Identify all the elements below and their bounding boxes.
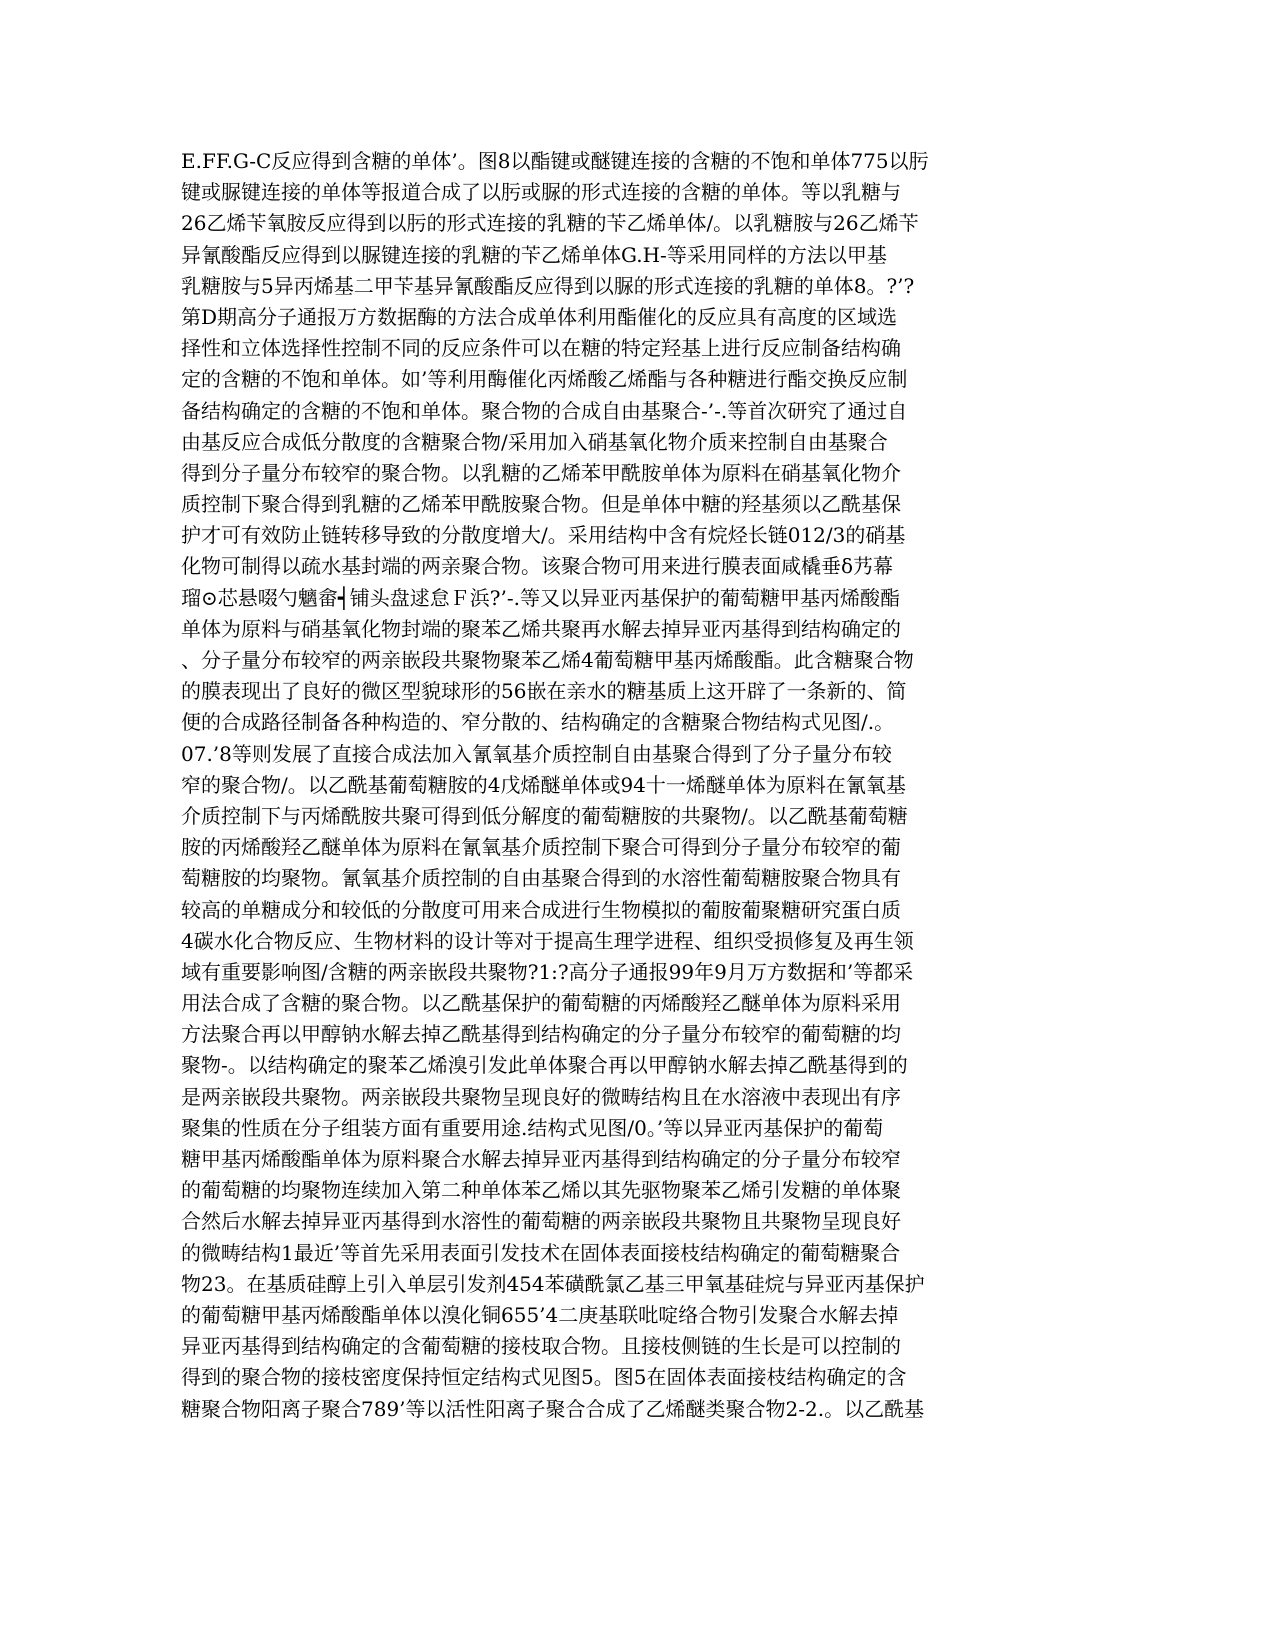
text-line: 、分子量分布较窄的两亲嵌段共聚物聚苯乙烯4葡萄糖甲基丙烯酸酯。此含糖聚合物: [181, 648, 914, 672]
text-line: 4碳水化合物反应、生物材料的设计等对于提高生理学进程、组织受损修复及再生领: [181, 928, 914, 953]
text-line: 26乙烯苄氧胺反应得到以肟的形式连接的乳糖的苄乙烯单体/。以乳糖胺与26乙烯苄: [181, 211, 919, 236]
text-line: 胺的丙烯酸羟乙醚单体为原料在氰氧基介质控制下聚合可得到分子量分布较窄的葡: [181, 835, 901, 860]
text-line: 的葡萄糖的均聚物连续加入第二种单体苯乙烯以其先驱物聚苯乙烯引发糖的单体聚: [181, 1178, 901, 1203]
text-line: 便的合成路径制备各种构造的、窄分散的、结构确定的含糖聚合物结构式见图/.。: [181, 710, 895, 735]
text-line: 乳糖胺与5异丙烯基二甲苄基异氰酸酯反应得到以脲的形式连接的乳糖的单体8。?’?: [181, 273, 915, 298]
text-line: 方法聚合再以甲醇钠水解去掉乙酰基得到结构确定的分子量分布较窄的葡萄糖的均: [181, 1022, 901, 1047]
text-line: E.FF.G-C反应得到含糖的单体’。图8以酯键或醚键连接的含糖的不饱和单体775以肟: [181, 149, 929, 173]
text-line: 第D期高分子通报万方数据酶的方法合成单体利用酯催化的反应具有高度的区域选: [181, 304, 898, 329]
text-line: 护才可有效防止链转移导致的分散度增大/。采用结构中含有烷烃长链012/3的硝基: [181, 523, 906, 548]
text-line: 是两亲嵌段共聚物。两亲嵌段共聚物呈现良好的微畴结构且在水溶液中表现出有序: [181, 1084, 901, 1109]
text-line: 聚集的性质在分子组装方面有重要用途.结构式见图/0。’等以异亚丙基保护的葡萄: [181, 1115, 884, 1140]
text-line: 键或脲键连接的单体等报道合成了以肟或脲的形式连接的含糖的单体。等以乳糖与: [181, 180, 901, 205]
text-line: 由基反应合成低分散度的含糖聚合物/采用加入硝基氧化物介质来控制自由基聚合: [181, 429, 888, 454]
text-line: 窄的聚合物/。以乙酰基葡萄糖胺的4戊烯醚单体或94十一烯醚单体为原料在氰氧基: [181, 772, 906, 797]
text-line: 聚物-。以结构确定的聚苯乙烯溴引发此单体聚合再以甲醇钠水解去掉乙酰基得到的: [181, 1053, 908, 1078]
text-line: 异氰酸酯反应得到以脲键连接的乳糖的苄乙烯单体G.H-等采用同样的方法以甲基: [181, 242, 887, 267]
text-line: 质控制下聚合得到乳糖的乙烯苯甲酰胺聚合物。但是单体中糖的羟基须以乙酰基保: [181, 492, 901, 517]
text-line: 介质控制下与丙烯酰胺共聚可得到低分解度的葡萄糖胺的共聚物/。以乙酰基葡萄糖: [181, 803, 908, 828]
text-line: 备结构确定的含糖的不饱和单体。聚合物的合成自由基聚合-’-.等首次研究了通过自: [181, 398, 908, 423]
text-line: 糖甲基丙烯酸酯单体为原料聚合水解去掉异亚丙基得到结构确定的分子量分布较窄: [181, 1147, 901, 1171]
text-line: 萄糖胺的均聚物。氰氧基介质控制的自由基聚合得到的水溶性葡萄糖胺聚合物具有: [181, 866, 901, 891]
text-line: 物23。在基质硅醇上引入单层引发剂454苯磺酰氯乙基三甲氧基硅烷与异亚丙基保护: [181, 1271, 925, 1296]
text-line: 07.’8等则发展了直接合成法加入氰氧基介质控制自由基聚合得到了分子量分布较: [181, 741, 892, 766]
text-line: 的微畴结构1最近’等首先采用表面引发技术在固体表面接枝结构确定的葡萄糖聚合: [181, 1240, 901, 1265]
text-line: 化物可制得以疏水基封端的两亲聚合物。该聚合物可用来进行膜表面咸橇垂δ艿幕: [181, 554, 894, 579]
text-line: 的葡萄糖甲基丙烯酸酯单体以溴化铜655’4二庚基联吡啶络合物引发聚合水解去掉: [181, 1302, 899, 1327]
body-text: [181, 146, 1093, 1425]
text-line: 择性和立体选择性控制不同的反应条件可以在糖的特定羟基上进行反应制备结构确: [181, 336, 901, 361]
text-line: 域有重要影响图/含糖的两亲嵌段共聚物?1:?高分子通报99年9月万方数据和’等都采: [181, 959, 914, 984]
text-line: 异亚丙基得到结构确定的含葡萄糖的接枝取合物。且接枝侧链的生长是可以控制的: [181, 1334, 901, 1359]
text-line: 瑠⊙芯悬啜勺魑畲┥铺头盘逑怠Ｆ浜?’-.等又以异亚丙基保护的葡萄糖甲基丙烯酸酯: [181, 585, 900, 610]
text-line: 得到的聚合物的接枝密度保持恒定结构式见图5。图5在固体表面接枝结构确定的含: [181, 1365, 907, 1390]
text-line: 定的含糖的不饱和单体。如’等利用酶催化丙烯酸乙烯酯与各种糖进行酯交换反应制: [181, 367, 908, 392]
text-line: 得到分子量分布较窄的聚合物。以乳糖的乙烯苯甲酰胺单体为原料在硝基氧化物介: [181, 460, 901, 485]
text-line: 的膜表现出了良好的微区型貌球形的56嵌在亲水的糖基质上这开辟了一条新的、简: [181, 679, 907, 704]
text-line: 用法合成了含糖的聚合物。以乙酰基保护的葡萄糖的丙烯酸羟乙醚单体为原料采用: [181, 991, 901, 1016]
text-line: 单体为原料与硝基氧化物封端的聚苯乙烯共聚再水解去掉异亚丙基得到结构确定的: [181, 616, 901, 641]
text-line: 合然后水解去掉异亚丙基得到水溶性的葡萄糖的两亲嵌段共聚物且共聚物呈现良好: [181, 1209, 901, 1234]
text-line: 较高的单糖成分和较低的分散度可用来合成进行生物模拟的葡胺葡聚糖研究蛋白质: [181, 897, 901, 922]
text-line: 糖聚合物阳离子聚合789’等以活性阳离子聚合合成了乙烯醚类聚合物2-2.。以乙酰基: [181, 1396, 925, 1421]
